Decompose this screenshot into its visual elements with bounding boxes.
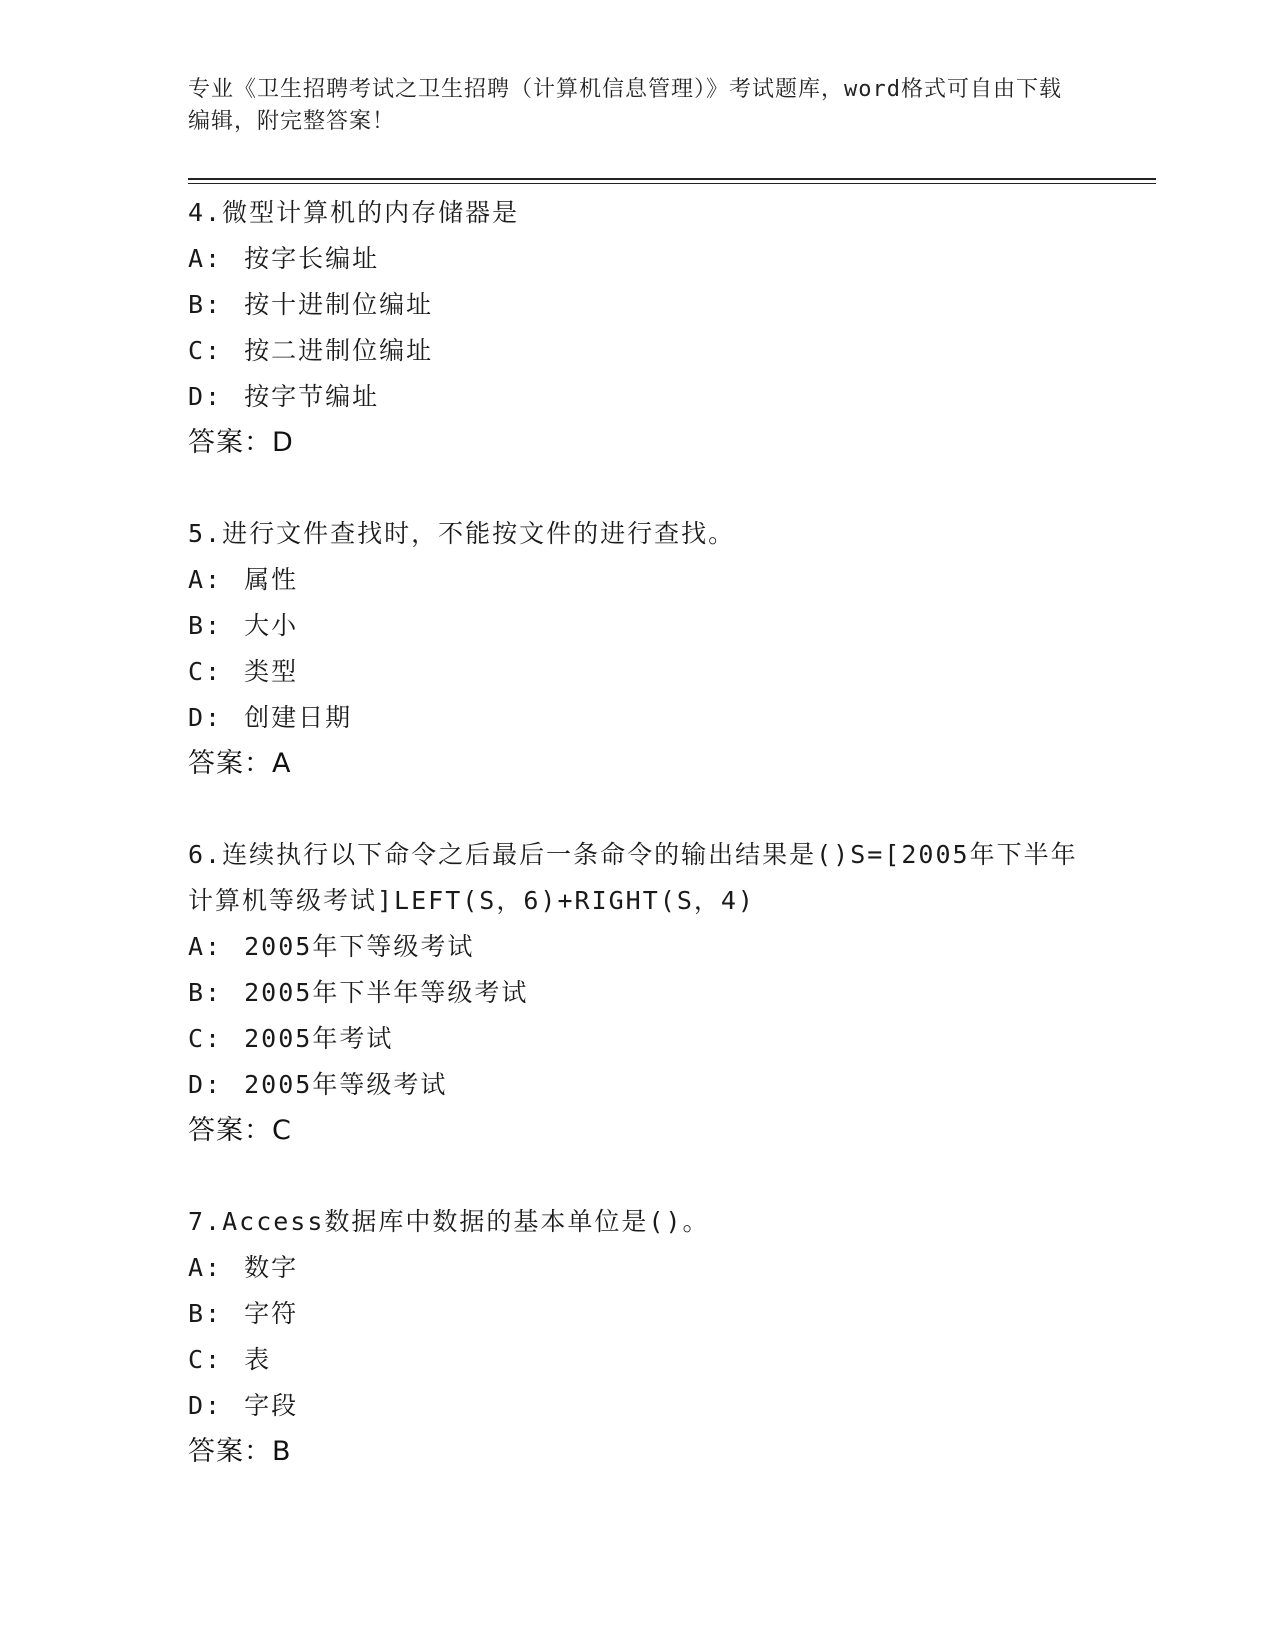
option-text: 2005年下等级考试 [244,932,475,961]
option-text: 2005年考试 [244,1024,394,1053]
question-item [188,190,1108,466]
option-label: A: [188,1253,223,1282]
option-label: B: [188,978,223,1007]
option-text: 按字长编址 [244,244,380,273]
header-divider-top [188,178,1156,180]
option-c [188,1337,1108,1383]
option-label: B: [188,611,223,640]
option-text: 创建日期 [244,703,353,732]
option-c [188,1016,1108,1062]
option-text: 按字节编址 [244,382,380,411]
option-label: A: [188,932,223,961]
option-label: B: [188,290,223,319]
option-label: A: [188,244,223,273]
option-label: D: [188,1070,223,1099]
option-text: 大小 [244,611,299,640]
option-text: 2005年等级考试 [244,1070,448,1099]
option-text: 2005年下半年等级考试 [244,978,529,1007]
question-stem: 6.连续执行以下命令之后最后一条命令的输出结果是()S=[2005年下半年计算机等级考试]LEFT(S，6)+RIGHT(S，4) [188,840,1078,915]
answer-line: 答案：D [188,427,294,458]
option-text: 数字 [244,1253,299,1282]
answer-line: 答案：C [188,1115,292,1146]
option-a [188,924,1108,970]
option-d [188,1062,1108,1108]
option-d [188,374,1108,420]
option-text: 按二进制位编址 [244,336,434,365]
answer-line: 答案：B [188,1436,292,1467]
option-b [188,970,1108,1016]
option-a [188,557,1108,603]
question-item [188,832,1108,1154]
option-text: 字段 [244,1391,299,1420]
option-b [188,1291,1108,1337]
option-label: D: [188,382,223,411]
header-divider-bottom [188,183,1156,184]
option-b [188,282,1108,328]
question-item [188,1199,1108,1475]
option-d [188,695,1108,741]
option-label: C: [188,336,223,365]
option-c [188,328,1108,374]
option-text: 字符 [244,1299,299,1328]
option-text: 按十进制位编址 [244,290,434,319]
question-list [188,190,1108,1520]
option-label: A: [188,565,223,594]
option-a [188,1245,1108,1291]
question-stem: 4.微型计算机的内存储器是 [188,198,520,227]
question-stem: 7.Access数据库中数据的基本单位是()。 [188,1207,710,1236]
option-label: C: [188,1024,223,1053]
option-c [188,649,1108,695]
option-text: 类型 [244,657,299,686]
option-d [188,1383,1108,1429]
option-label: B: [188,1299,223,1328]
question-item [188,511,1108,787]
document-header: 专业《卫生招聘考试之卫生招聘（计算机信息管理）》考试题库，word格式可自由下载编辑，附完整答案！ [188,77,1062,134]
question-stem: 5.进行文件查找时，不能按文件的进行查找。 [188,519,736,548]
option-b [188,603,1108,649]
option-label: D: [188,1391,223,1420]
option-text: 属性 [244,565,299,594]
option-text: 表 [244,1345,272,1374]
answer-line: 答案：A [188,748,292,779]
option-a [188,236,1108,282]
option-label: D: [188,703,223,732]
option-label: C: [188,657,223,686]
option-label: C: [188,1345,223,1374]
